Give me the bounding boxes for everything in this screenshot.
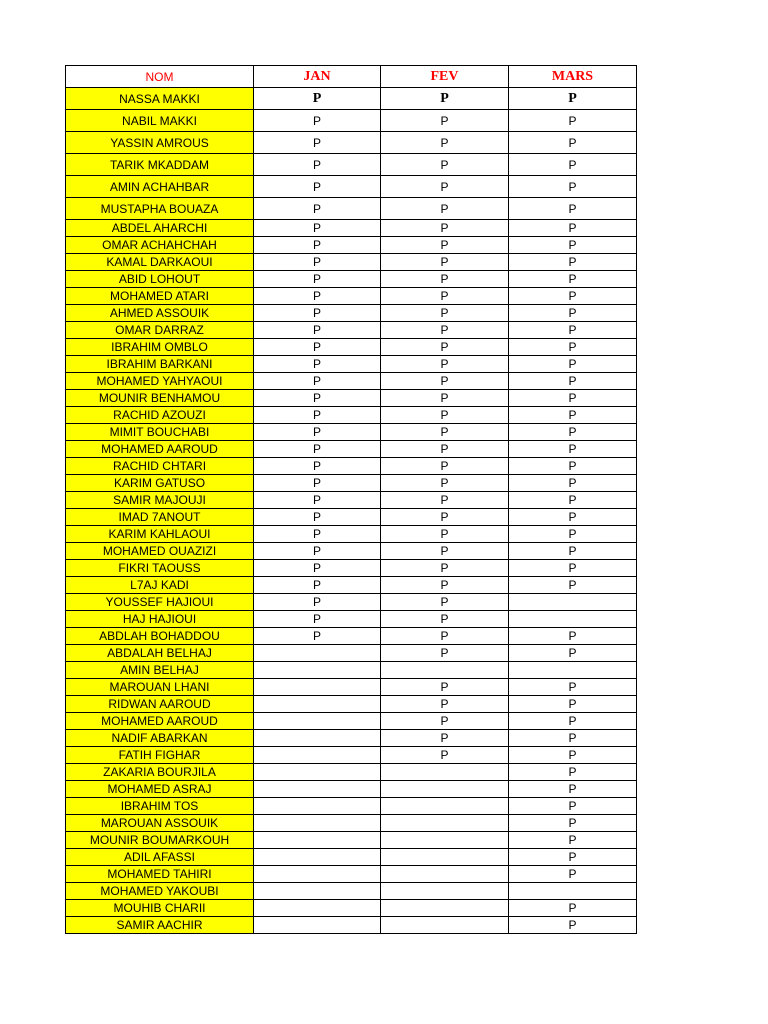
mars-cell[interactable]: P [509, 305, 637, 322]
fev-cell[interactable]: P [381, 271, 509, 288]
mars-cell[interactable]: P [509, 900, 637, 917]
name-cell[interactable]: TARIK MKADDAM [66, 154, 254, 176]
header-fev[interactable]: FEV [381, 66, 509, 88]
jan-cell[interactable]: P [254, 492, 381, 509]
jan-cell[interactable]: P [254, 594, 381, 611]
jan-cell[interactable] [254, 713, 381, 730]
jan-cell[interactable]: P [254, 424, 381, 441]
fev-cell[interactable] [381, 662, 509, 679]
name-cell[interactable]: FIKRI TAOUSS [66, 560, 254, 577]
table-row [66, 492, 637, 509]
name-cell[interactable]: MOUHIB CHARII [66, 900, 254, 917]
jan-cell[interactable] [254, 815, 381, 832]
name-cell[interactable]: HAJ HAJIOUI [66, 611, 254, 628]
header-nom[interactable]: NOM [66, 66, 254, 88]
jan-cell[interactable]: P [254, 132, 381, 154]
table-row [66, 132, 637, 154]
mars-cell[interactable]: P [509, 645, 637, 662]
jan-cell[interactable]: P [254, 154, 381, 176]
table-row [66, 900, 637, 917]
jan-cell[interactable]: P [254, 176, 381, 198]
jan-cell[interactable]: P [254, 441, 381, 458]
name-cell[interactable]: ABDEL AHARCHI [66, 220, 254, 237]
name-cell[interactable]: OMAR DARRAZ [66, 322, 254, 339]
fev-cell[interactable]: P [381, 696, 509, 713]
fev-cell[interactable]: P [381, 339, 509, 356]
mars-cell[interactable]: P [509, 271, 637, 288]
fev-cell[interactable]: P [381, 288, 509, 305]
name-cell[interactable]: IBRAHIM OMBLO [66, 339, 254, 356]
jan-cell[interactable] [254, 781, 381, 798]
mars-cell[interactable]: P [509, 441, 637, 458]
jan-cell[interactable] [254, 764, 381, 781]
fev-cell[interactable]: P [381, 154, 509, 176]
name-cell[interactable]: MOUNIR BENHAMOU [66, 390, 254, 407]
table-row [66, 764, 637, 781]
mars-cell[interactable]: P [509, 458, 637, 475]
mars-cell[interactable]: P [509, 198, 637, 220]
table-row [66, 475, 637, 492]
jan-cell[interactable]: P [254, 543, 381, 560]
name-cell[interactable]: AMIN ACHAHBAR [66, 176, 254, 198]
name-cell[interactable]: ABDLAH BOHADDOU [66, 628, 254, 645]
name-cell[interactable]: KARIM GATUSO [66, 475, 254, 492]
table-row [66, 662, 637, 679]
table-row [66, 713, 637, 730]
table-row [66, 798, 637, 815]
fev-cell[interactable] [381, 849, 509, 866]
jan-cell[interactable]: P [254, 458, 381, 475]
mars-cell[interactable]: P [509, 917, 637, 934]
table-row [66, 832, 637, 849]
table-row [66, 526, 637, 543]
table-row [66, 815, 637, 832]
name-cell[interactable]: NASSA MAKKI [66, 88, 254, 110]
table-row [66, 198, 637, 220]
fev-cell[interactable]: P [381, 237, 509, 254]
mars-cell[interactable]: P [509, 176, 637, 198]
fev-cell[interactable]: P [381, 594, 509, 611]
table-row [66, 271, 637, 288]
table-row [66, 390, 637, 407]
fev-cell[interactable]: P [381, 198, 509, 220]
mars-cell[interactable]: P [509, 254, 637, 271]
jan-cell[interactable] [254, 645, 381, 662]
mars-cell[interactable]: P [509, 560, 637, 577]
name-cell[interactable]: MOHAMED AAROUD [66, 441, 254, 458]
table-row [66, 220, 637, 237]
name-cell[interactable]: MOHAMED TAHIRI [66, 866, 254, 883]
mars-cell[interactable]: P [509, 798, 637, 815]
name-cell[interactable]: MUSTAPHA BOUAZA [66, 198, 254, 220]
jan-cell[interactable]: P [254, 322, 381, 339]
fev-cell[interactable]: P [381, 254, 509, 271]
fev-cell[interactable] [381, 883, 509, 900]
fev-cell[interactable]: P [381, 407, 509, 424]
fev-cell[interactable] [381, 900, 509, 917]
jan-cell[interactable]: P [254, 628, 381, 645]
jan-cell[interactable]: P [254, 509, 381, 526]
fev-cell[interactable]: P [381, 679, 509, 696]
jan-cell[interactable]: P [254, 237, 381, 254]
fev-cell[interactable]: P [381, 356, 509, 373]
table-row [66, 577, 637, 594]
attendance-table [65, 65, 637, 934]
name-cell[interactable]: MIMIT BOUCHABI [66, 424, 254, 441]
jan-cell[interactable]: P [254, 390, 381, 407]
mars-cell[interactable]: P [509, 492, 637, 509]
header-mars[interactable]: MARS [509, 66, 637, 88]
table-row [66, 781, 637, 798]
fev-cell[interactable] [381, 815, 509, 832]
table-row [66, 339, 637, 356]
mars-cell[interactable]: P [509, 849, 637, 866]
table-row [66, 441, 637, 458]
name-cell[interactable]: ABID LOHOUT [66, 271, 254, 288]
table-row [66, 288, 637, 305]
jan-cell[interactable]: P [254, 198, 381, 220]
name-cell[interactable]: ZAKARIA BOURJILA [66, 764, 254, 781]
jan-cell[interactable]: P [254, 611, 381, 628]
name-cell[interactable]: KAMAL DARKAOUI [66, 254, 254, 271]
name-cell[interactable]: MOHAMED ATARI [66, 288, 254, 305]
name-cell[interactable]: MOHAMED AAROUD [66, 713, 254, 730]
mars-cell[interactable]: P [509, 88, 637, 110]
mars-cell[interactable]: P [509, 154, 637, 176]
name-cell[interactable]: ADIL AFASSI [66, 849, 254, 866]
table-row [66, 509, 637, 526]
mars-cell[interactable]: P [509, 577, 637, 594]
fev-cell[interactable]: P [381, 322, 509, 339]
name-cell[interactable]: RIDWAN AAROUD [66, 696, 254, 713]
fev-cell[interactable]: P [381, 373, 509, 390]
table-row [66, 356, 637, 373]
table-row [66, 424, 637, 441]
jan-cell[interactable]: P [254, 88, 381, 110]
table-row [66, 866, 637, 883]
table-row [66, 645, 637, 662]
fev-cell[interactable]: P [381, 390, 509, 407]
name-cell[interactable]: SAMIR MAJOUJI [66, 492, 254, 509]
table-row [66, 322, 637, 339]
mars-cell[interactable]: P [509, 832, 637, 849]
fev-cell[interactable] [381, 781, 509, 798]
fev-cell[interactable]: P [381, 645, 509, 662]
jan-cell[interactable] [254, 832, 381, 849]
mars-cell[interactable]: P [509, 407, 637, 424]
jan-cell[interactable]: P [254, 110, 381, 132]
mars-cell[interactable]: P [509, 356, 637, 373]
mars-cell[interactable]: P [509, 747, 637, 764]
jan-cell[interactable] [254, 900, 381, 917]
mars-cell[interactable]: P [509, 390, 637, 407]
mars-cell[interactable]: P [509, 543, 637, 560]
table-row [66, 458, 637, 475]
table-row [66, 730, 637, 747]
jan-cell[interactable] [254, 917, 381, 934]
name-cell[interactable]: MAROUAN ASSOUIK [66, 815, 254, 832]
mars-cell[interactable]: P [509, 110, 637, 132]
fev-cell[interactable]: P [381, 509, 509, 526]
fev-cell[interactable] [381, 764, 509, 781]
jan-cell[interactable] [254, 798, 381, 815]
fev-cell[interactable]: P [381, 611, 509, 628]
name-cell[interactable]: MOHAMED YAKOUBI [66, 883, 254, 900]
name-cell[interactable]: SAMIR AACHIR [66, 917, 254, 934]
table-row [66, 88, 637, 110]
name-cell[interactable]: IMAD 7ANOUT [66, 509, 254, 526]
table-row [66, 176, 637, 198]
fev-cell[interactable] [381, 832, 509, 849]
table-row [66, 373, 637, 390]
name-cell[interactable]: IBRAHIM TOS [66, 798, 254, 815]
mars-cell[interactable]: P [509, 764, 637, 781]
name-cell[interactable]: AMIN BELHAJ [66, 662, 254, 679]
jan-cell[interactable] [254, 866, 381, 883]
fev-cell[interactable]: P [381, 220, 509, 237]
fev-cell[interactable] [381, 866, 509, 883]
fev-cell[interactable]: P [381, 747, 509, 764]
name-cell[interactable]: ABDALAH BELHAJ [66, 645, 254, 662]
table-row [66, 110, 637, 132]
mars-cell[interactable] [509, 594, 637, 611]
table-row [66, 917, 637, 934]
jan-cell[interactable] [254, 849, 381, 866]
jan-cell[interactable]: P [254, 407, 381, 424]
table-row [66, 611, 637, 628]
table-row [66, 696, 637, 713]
fev-cell[interactable]: P [381, 110, 509, 132]
name-cell[interactable]: AHMED ASSOUIK [66, 305, 254, 322]
mars-cell[interactable]: P [509, 288, 637, 305]
table-row [66, 407, 637, 424]
mars-cell[interactable]: P [509, 781, 637, 798]
name-cell[interactable]: NABIL MAKKI [66, 110, 254, 132]
mars-cell[interactable]: P [509, 373, 637, 390]
fev-cell[interactable]: P [381, 88, 509, 110]
fev-cell[interactable]: P [381, 730, 509, 747]
mars-cell[interactable]: P [509, 220, 637, 237]
table-row [66, 543, 637, 560]
attendance-rows [66, 88, 637, 934]
jan-cell[interactable] [254, 883, 381, 900]
table-row [66, 560, 637, 577]
table-row [66, 594, 637, 611]
mars-cell[interactable]: P [509, 866, 637, 883]
mars-cell[interactable]: P [509, 339, 637, 356]
table-row [66, 679, 637, 696]
table-row [66, 254, 637, 271]
fev-cell[interactable]: P [381, 458, 509, 475]
mars-cell[interactable]: P [509, 509, 637, 526]
fev-cell[interactable] [381, 917, 509, 934]
mars-cell[interactable]: P [509, 132, 637, 154]
mars-cell[interactable] [509, 611, 637, 628]
fev-cell[interactable] [381, 798, 509, 815]
fev-cell[interactable]: P [381, 176, 509, 198]
name-cell[interactable]: FATIH FIGHAR [66, 747, 254, 764]
jan-cell[interactable]: P [254, 560, 381, 577]
mars-cell[interactable]: P [509, 628, 637, 645]
mars-cell[interactable]: P [509, 424, 637, 441]
table-row [66, 305, 637, 322]
jan-cell[interactable]: P [254, 254, 381, 271]
fev-cell[interactable]: P [381, 424, 509, 441]
jan-cell[interactable]: P [254, 526, 381, 543]
name-cell[interactable]: MAROUAN LHANI [66, 679, 254, 696]
jan-cell[interactable]: P [254, 305, 381, 322]
fev-cell[interactable]: P [381, 560, 509, 577]
fev-cell[interactable]: P [381, 628, 509, 645]
jan-cell[interactable] [254, 747, 381, 764]
mars-cell[interactable]: P [509, 696, 637, 713]
jan-cell[interactable] [254, 696, 381, 713]
mars-cell[interactable]: P [509, 713, 637, 730]
name-cell[interactable]: IBRAHIM BARKANI [66, 356, 254, 373]
fev-cell[interactable]: P [381, 543, 509, 560]
name-cell[interactable]: OMAR ACHAHCHAH [66, 237, 254, 254]
fev-cell[interactable]: P [381, 475, 509, 492]
table-row [66, 237, 637, 254]
mars-cell[interactable]: P [509, 237, 637, 254]
fev-cell[interactable]: P [381, 441, 509, 458]
fev-cell[interactable]: P [381, 492, 509, 509]
jan-cell[interactable]: P [254, 339, 381, 356]
name-cell[interactable]: NADIF ABARKAN [66, 730, 254, 747]
mars-cell[interactable]: P [509, 526, 637, 543]
jan-cell[interactable]: P [254, 373, 381, 390]
name-cell[interactable]: MOUNIR BOUMARKOUH [66, 832, 254, 849]
fev-cell[interactable]: P [381, 713, 509, 730]
jan-cell[interactable] [254, 679, 381, 696]
table-row [66, 154, 637, 176]
mars-cell[interactable] [509, 883, 637, 900]
table-row [66, 883, 637, 900]
mars-cell[interactable]: P [509, 475, 637, 492]
table-row [66, 849, 637, 866]
name-cell[interactable]: KARIM KAHLAOUI [66, 526, 254, 543]
name-cell[interactable]: MOHAMED ASRAJ [66, 781, 254, 798]
fev-cell[interactable]: P [381, 132, 509, 154]
name-cell[interactable]: L7AJ KADI [66, 577, 254, 594]
mars-cell[interactable]: P [509, 679, 637, 696]
jan-cell[interactable]: P [254, 356, 381, 373]
jan-cell[interactable]: P [254, 475, 381, 492]
name-cell[interactable]: YOUSSEF HAJIOUI [66, 594, 254, 611]
header-jan[interactable]: JAN [254, 66, 381, 88]
table-row [66, 628, 637, 645]
name-cell[interactable]: MOHAMED OUAZIZI [66, 543, 254, 560]
mars-cell[interactable]: P [509, 322, 637, 339]
fev-cell[interactable]: P [381, 305, 509, 322]
jan-cell[interactable]: P [254, 220, 381, 237]
jan-cell[interactable] [254, 730, 381, 747]
name-cell[interactable]: RACHID CHTARI [66, 458, 254, 475]
name-cell[interactable]: MOHAMED YAHYAOUI [66, 373, 254, 390]
jan-cell[interactable] [254, 662, 381, 679]
jan-cell[interactable]: P [254, 288, 381, 305]
name-cell[interactable]: RACHID AZOUZI [66, 407, 254, 424]
mars-cell[interactable]: P [509, 730, 637, 747]
table-row [66, 747, 637, 764]
mars-cell[interactable] [509, 662, 637, 679]
header-row [66, 66, 637, 88]
mars-cell[interactable]: P [509, 815, 637, 832]
jan-cell[interactable]: P [254, 271, 381, 288]
fev-cell[interactable]: P [381, 577, 509, 594]
name-cell[interactable]: YASSIN AMROUS [66, 132, 254, 154]
jan-cell[interactable]: P [254, 577, 381, 594]
fev-cell[interactable]: P [381, 526, 509, 543]
